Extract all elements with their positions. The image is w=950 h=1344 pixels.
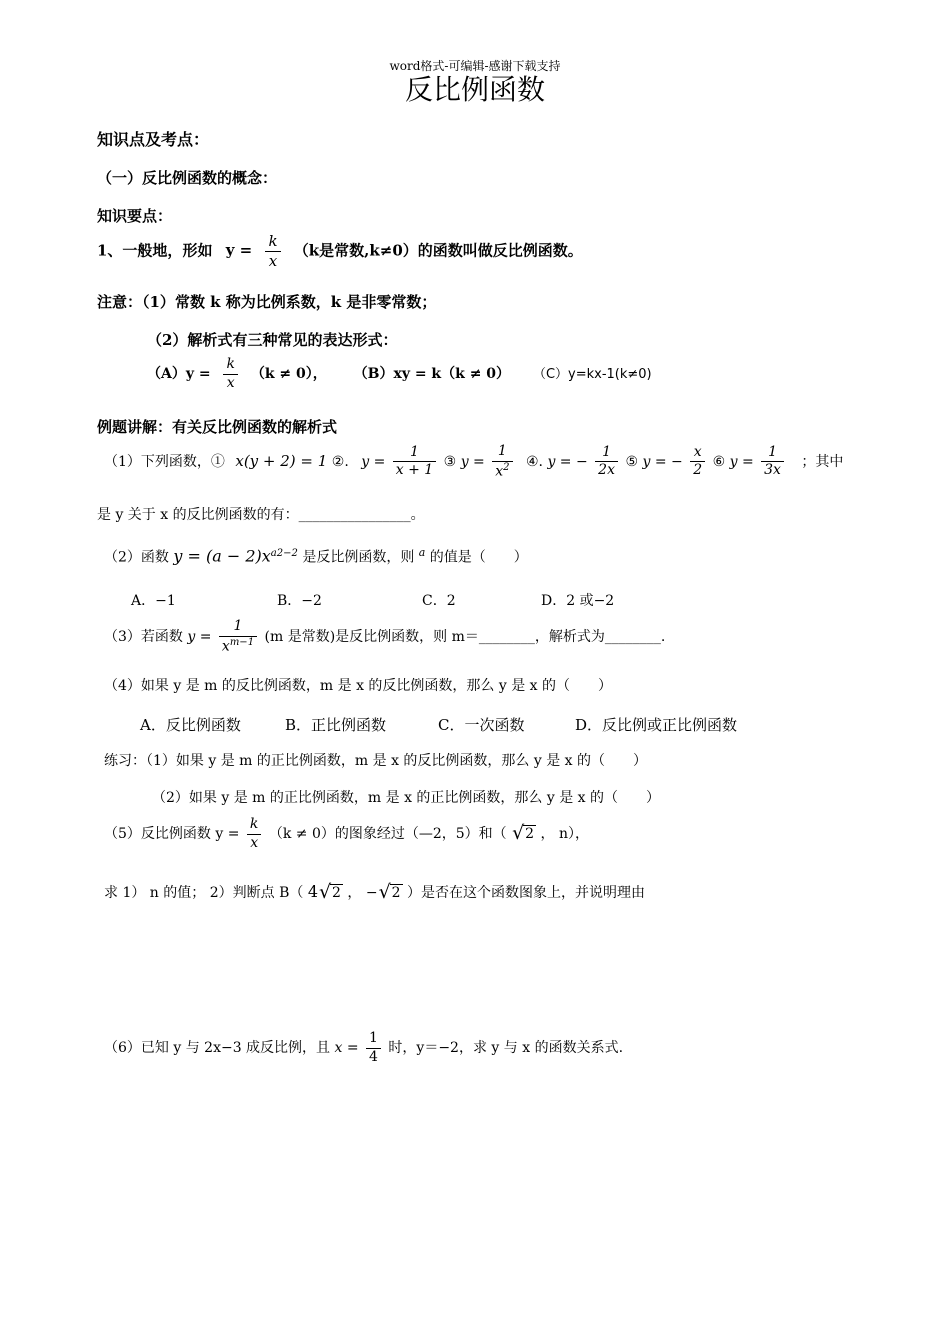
fraction-denominator: 2 [690,461,705,480]
q4-option-d: D．反比例或正比例函数 [575,716,738,734]
form-c: （C）y=kx-1(k≠0) [532,367,652,382]
q5-coefficient: 4 [307,882,319,901]
q5-radicand-3: 2 [391,885,401,901]
q4-option-b: B．正比例函数 [285,716,387,734]
q5-radicand: 2 [525,826,535,842]
q6-fraction [366,1030,381,1066]
question-3-line [104,618,665,656]
form-a-label: （A）y = [147,366,211,382]
q1-lead: （1）下列函数，① [104,453,225,470]
header-note: word格式-可编辑-感谢下载支持 [389,59,561,73]
question-2-line [104,546,528,567]
sqrt-symbol [512,825,536,843]
q1-mark-3: ③ [443,453,457,470]
q1-y-2: y = [361,453,386,470]
definition-y: y = [225,241,253,260]
question-1-line-2: 是 y 关于 x 的反比例函数的有：________________。 [97,507,425,523]
q1-fraction-6 [761,444,784,480]
fraction-denominator: x + 1 [393,461,436,480]
q1-mark-4: ④. [525,453,543,470]
q2-option-b: B．−2 [277,593,322,609]
fraction-numerator: k [226,356,235,372]
q1-mark-6: ⑥ [712,453,726,470]
definition-condition: （k是常数,k≠0）的函数叫做反比例函数。 [293,241,583,260]
fraction-denominator: x [265,251,280,271]
q1-fraction-4 [595,444,618,480]
q3-lead: （3）若函数 [104,628,183,645]
q1-y-4: y = − [547,453,588,470]
q5-fraction [247,816,261,852]
q1-fraction-3 [492,443,512,481]
fraction-numerator: 1 [233,618,243,634]
q3-y: y = [187,628,212,645]
fraction-numerator: k [268,232,278,250]
q5-comma: ， [347,885,362,901]
q1-exp-3: 2 [503,461,510,473]
q3-fraction [219,618,257,656]
q6-lead: （6）已知 y 与 2x−3 成反比例，且 [104,1040,331,1056]
q1-function-1: x(y + 2) = 1 [235,451,328,470]
subsection-concept: （一）反比例函数的概念： [97,169,278,187]
q5-condition: （k ≠ 0）的图象经过（—2，5）和（ [268,826,507,842]
q2-variable-a: a [418,546,426,559]
fraction-denominator: x [247,834,261,853]
fraction-denominator [492,461,512,481]
form-a-fraction [223,356,237,392]
question-1-line [104,443,843,481]
definition-lead: 1、一般地，形如 [97,241,213,260]
q1-den-3: x [495,463,504,480]
definition-fraction [265,232,280,271]
question-5-line [104,816,589,852]
q2-expression: y = (a − 2)x [173,546,271,566]
fraction-numerator: 1 [602,443,612,460]
page-title: 反比例函数 [404,73,545,106]
fraction-numerator: k [249,816,259,832]
q1-y-3: y = [460,453,485,470]
q1-y-5: y = − [642,453,683,470]
fraction-numerator: 1 [410,443,419,460]
note-2: （2）解析式有三种常见的表达形式： [147,331,398,349]
q5-radicand-2: 2 [332,885,341,901]
question-6-line [104,1030,623,1066]
note-1: 注意：（1）常数 k 称为比例系数，k 是非零常数； [97,293,437,311]
q2-exponent: a2−2 [270,548,298,559]
form-b: （B）xy = k（k ≠ 0） [353,366,511,382]
sqrt-symbol [379,884,403,902]
question-5-line-2 [104,882,645,902]
q2-option-a: A．−1 [131,593,176,609]
practice-2: （2）如果 y 是 m 的正比例函数，m 是 x 的正比例函数，那么 y 是 x 的（ ） [152,790,661,806]
q2-lead: （2）函数 [104,549,169,566]
section-heading: 知识点及考点： [97,130,210,149]
points-label: 知识要点： [97,207,173,225]
definition-line [97,232,583,271]
forms-line [147,356,652,392]
form-a-condition: （k ≠ 0）， [250,366,327,382]
q1-mark-2: ②. [331,453,349,470]
q5-after: ， n）， [540,826,589,842]
examples-heading: 例题讲解：有关反比例函数的解析式 [97,418,338,436]
fraction-denominator: 4 [366,1048,381,1067]
practice-1: 练习：（1）如果 y 是 m 的正比例函数，m 是 x 的反比例函数，那么 y 是 x 的（ ） [104,753,648,769]
fraction-numerator: 1 [768,443,777,460]
q1-mark-5: ⑤ [625,453,638,470]
fraction-numerator: 1 [497,443,507,459]
q3-tail: (m 是常数)是反比例函数，则 m＝________，解析式为________. [264,628,666,645]
q3-den: x [221,638,230,655]
q5-line2-b: ）是否在这个函数图象上，并说明理由 [406,885,645,901]
question-4-line: （4）如果 y 是 m 的反比例函数，m 是 x 的反比例函数，那么 y 是 x 的（ ） [104,678,613,694]
q1-tail: ；其中 [801,453,844,470]
q1-fraction-5 [690,444,705,480]
fraction-denominator: 3x [761,461,784,480]
q5-neg: − [365,885,378,901]
q1-fraction-2 [393,444,436,480]
q2-option-c: C．2 [422,593,456,609]
q4-option-c: C．一次函数 [438,716,525,734]
q2-tail: 的值是（ ） [429,549,528,566]
fraction-numerator: 1 [369,1030,378,1046]
fraction-denominator: x [223,374,237,393]
fraction-denominator [219,636,257,656]
q2-option-d: D．2 或−2 [541,593,615,609]
fraction-denominator: 2x [595,461,618,480]
q6-x: x = [334,1040,359,1056]
fraction-numerator: x [693,443,702,460]
q6-tail: 时，y＝−2，求 y 与 x 的函数关系式. [388,1040,624,1056]
q5-lead: （5）反比例函数 y = [104,826,240,842]
q1-y-6: y = [729,453,754,470]
q3-den-exp: m−1 [229,636,255,648]
q2-mid: 是反比例函数，则 [302,549,415,566]
sqrt-symbol [319,884,343,902]
q4-option-a: A．反比例函数 [140,716,241,734]
q5-line2-a: 求 1） n 的值； 2）判断点 B（ [104,885,304,901]
